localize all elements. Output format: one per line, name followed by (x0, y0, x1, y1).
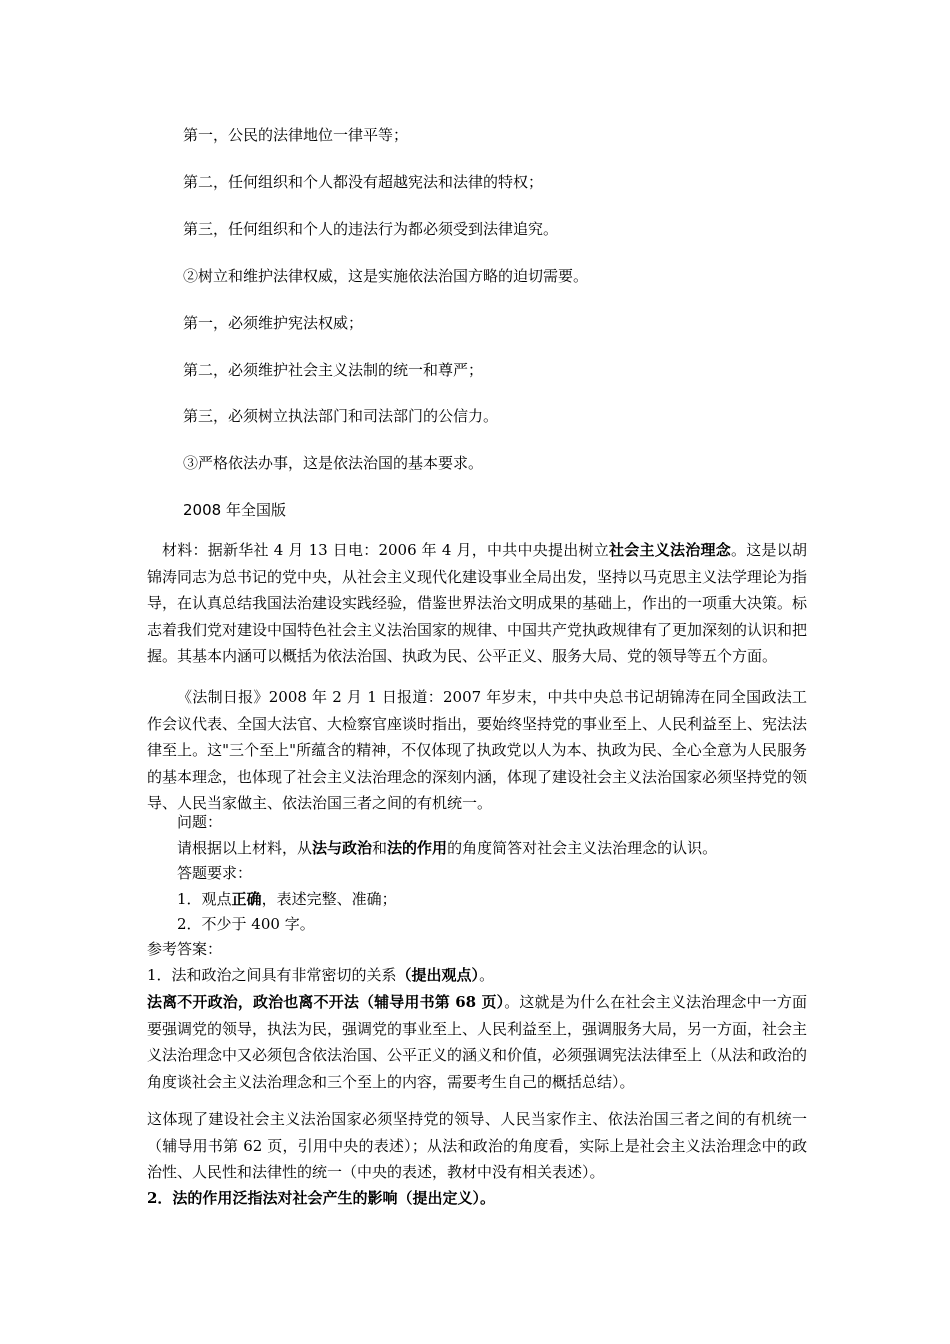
requirements-label: 答题要求： (177, 864, 253, 882)
material-paragraph-2: 《法制日报》2008 年 2 月 1 日报道：2007 年岁末，中共中央总书记胡锦涛在同全国政法工作会议代表、全国大法官、大检察官座谈时指出，要始终坚持党的事业至上、人民利益至上、宪法法律至上。这"三个至上"所蕴含的精神，不仅体现了执政党以人为本、执政为民、全心全意为人民服务的基本理念，也体现了社会主义法治理念的深刻内涵，体现了建设社会主义法治国家必须坚持党的领导、人民当家做主、依法治国三者之间的有机统一。 (147, 688, 808, 812)
answer-point-2: 2．法的作用泛指法对社会产生的影响（提出定义）。 (147, 1189, 495, 1207)
answer-paragraph: 法离不开政治，政治也离不开法（辅导用书第 68 页）。这就是为什么在社会主义法治理念中一方面要强调党的领导，执法为民，强调党的事业至上、人民利益至上，强调服务大局，另一方面，社会主义法治理念中又必须包含依法治国、公平正义的涵义和价值，必须强调宪法法律至上（从法和政治的角度谈社会主义法治理念和三个至上的内容，需要考生自己的概括总结）。 (147, 993, 808, 1091)
requirement-item: 2．不少于 400 字。 (177, 915, 315, 933)
material-paragraph-1: 材料：据新华社 4 月 13 日电：2006 年 4 月，中共中央提出树立社会主义法治理念。这是以胡锦涛同志为总书记的党中央，从社会主义现代化建设事业全局出发，坚持以马克思主义法学理论为指导，在认真总结我国法治建设实践经验，借鉴世界法治文明成果的基础上，作出的一项重大决策。标志着我们党对建设中国特色社会主义法治国家的规律、中国共产党执政规律有了更加深刻的认识和把握。其基本内涵可以概括为依法治国、执政为民、公平正义、服务大局、党的领导等五个方面。 (147, 541, 808, 665)
list-item: 第一，必须维护宪法权威； (183, 314, 364, 332)
list-item: 第三，任何组织和个人的违法行为都必须受到法律追究。 (183, 220, 559, 238)
requirement-item: 1．观点正确，表述完整、准确； (177, 890, 397, 908)
bold-term: 社会主义法治理念 (608, 541, 731, 559)
list-item: 第三，必须树立执法部门和司法部门的公信力。 (183, 407, 499, 425)
answer-paragraph: 这体现了建设社会主义法治国家必须坚持党的领导、人民当家作主、依法治国三者之间的有机统一（辅导用书第 62 页，引用中央的表述）；从法和政治的角度看，实际上是社会主义法治理念中的政治性、人民性和法律性的统一（中央的表述，教材中没有相关表述）。 (147, 1110, 807, 1181)
list-item: ③严格依法办事，这是依法治国的基本要求。 (183, 454, 484, 472)
list-item: ②树立和维护法律权威，这是实施依法治国方略的迫切需要。 (183, 267, 589, 285)
list-item: 第二，必须维护社会主义法制的统一和尊严； (183, 361, 484, 379)
list-item: 第一，公民的法律地位一律平等； (183, 126, 409, 144)
answer-point-1: 1．法和政治之间具有非常密切的关系（提出观点）。 (147, 966, 495, 984)
question-text: 请根据以上材料，从法与政治和法的作用的角度简答对社会主义法治理念的认识。 (177, 839, 718, 857)
question-label: 问题： (177, 813, 223, 831)
answer-label: 参考答案： (147, 940, 223, 958)
section-heading: 2008 年全国版 (183, 501, 286, 519)
list-item: 第二，任何组织和个人都没有超越宪法和法律的特权； (183, 173, 544, 191)
